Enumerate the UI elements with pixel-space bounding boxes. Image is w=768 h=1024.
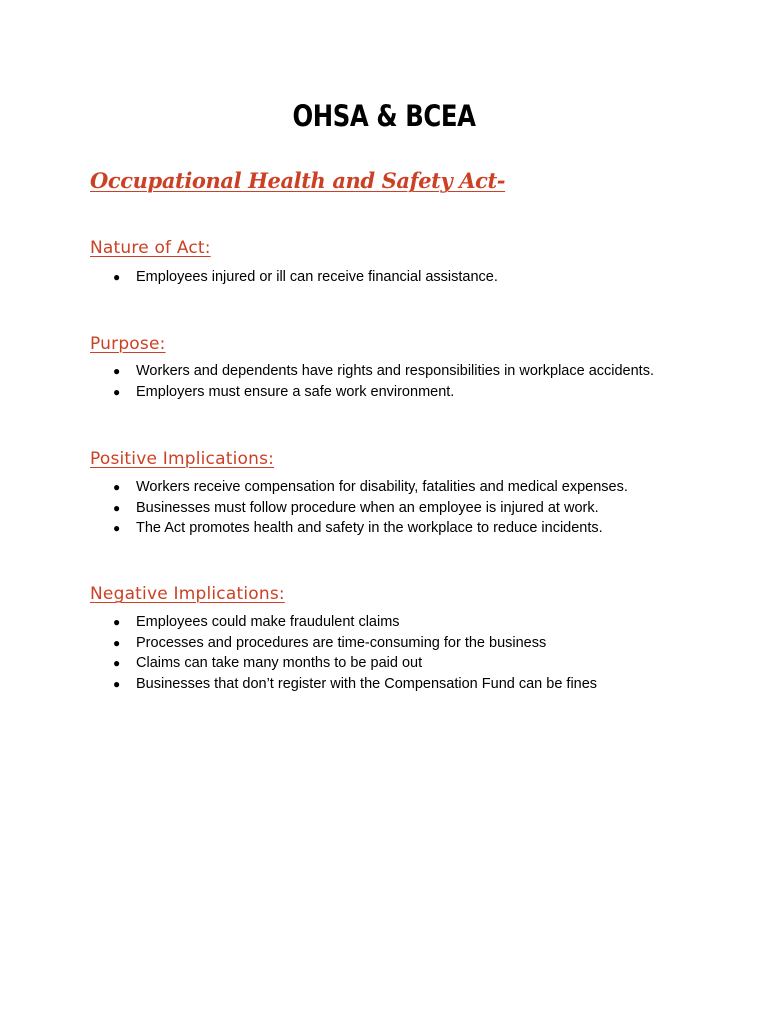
list-item — [90, 674, 597, 695]
bullet-icon: ● — [113, 676, 121, 691]
list-item-text: Employers must ensure a safe work environment. — [136, 383, 455, 400]
list-item — [90, 612, 597, 633]
list-item — [90, 518, 628, 539]
list-item — [90, 477, 628, 498]
list-item — [90, 361, 654, 382]
list-item — [90, 653, 597, 674]
bullet-icon: ● — [113, 635, 121, 650]
list-item-text: Workers and dependents have rights and responsibilities in workplace accidents. — [136, 363, 654, 379]
list-item — [90, 267, 498, 288]
list-item-text: Employees could make fraudulent claims — [136, 614, 400, 630]
bullet-icon: ● — [113, 656, 121, 670]
act-heading: Occupational Health and Safety Act- — [90, 168, 506, 193]
bullet-icon: ● — [113, 270, 121, 284]
list-item-text: Businesses must follow procedure when an employee is injured at work. — [136, 499, 599, 516]
list-item-text: Claims can take many months to be paid out — [136, 655, 423, 671]
bullet-icon: ● — [113, 521, 121, 535]
bullet-icon: ● — [113, 615, 121, 629]
section-heading-nature: Nature of Act: — [90, 238, 211, 258]
list-item — [90, 382, 654, 403]
bullet-icon: ● — [113, 480, 121, 494]
section-heading-positive: Positive Implications: — [90, 449, 275, 469]
bullet-icon: ● — [113, 364, 121, 378]
list-item — [90, 498, 628, 519]
bullet-list-negative — [90, 612, 597, 694]
section-heading-purpose: Purpose: — [90, 334, 166, 354]
bullet-list-positive — [90, 477, 628, 539]
list-item-text: Businesses that don’t register with the Compensation Fund can be fines — [136, 675, 598, 692]
list-item-text: Processes and procedures are time-consuming for the business — [136, 634, 547, 651]
bullet-list-purpose — [90, 361, 654, 402]
bullet-icon: ● — [113, 384, 121, 399]
page-title: OHSA & BCEA — [292, 99, 476, 133]
list-item-text: Workers receive compensation for disability, fatalities and medical expenses. — [136, 479, 628, 495]
bullet-icon: ● — [113, 500, 121, 515]
list-item-text: The Act promotes health and safety in the workplace to reduce incidents. — [136, 520, 603, 536]
list-item-text: Employees injured or ill can receive financial assistance. — [136, 269, 498, 285]
bullet-list-nature — [90, 267, 498, 288]
list-item — [90, 633, 597, 654]
section-heading-negative: Negative Implications: — [90, 584, 285, 604]
